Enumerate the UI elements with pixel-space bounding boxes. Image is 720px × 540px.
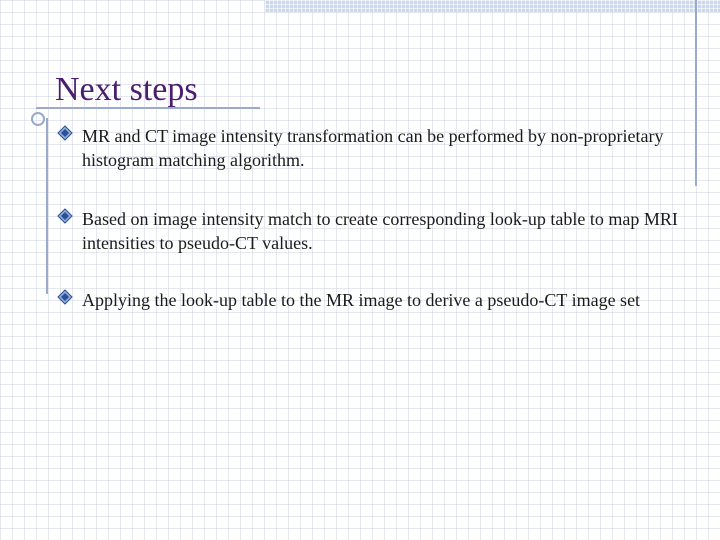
slide-title: Next steps (55, 71, 198, 108)
diamond-bullet-icon (56, 207, 74, 225)
bullet-item (56, 288, 686, 312)
bullet-item (56, 207, 686, 255)
diamond-bullet-icon (56, 288, 74, 306)
bullet-text: Applying the look-up table to the MR image to derive a pseudo-CT image set (82, 290, 641, 310)
decoration-circle (31, 112, 45, 126)
bullet-text: MR and CT image intensity transformation can be performed by non-proprietary histogram matching algorithm. (82, 126, 664, 170)
bullet-text: Based on image intensity match to create corresponding look-up table to map MRI intensities to pseudo-CT values. (82, 209, 678, 253)
right-decoration-rule (695, 0, 697, 186)
bullet-item (56, 124, 686, 172)
diamond-bullet-icon (56, 124, 74, 142)
top-decoration-band (265, 0, 720, 12)
left-decoration-rule (46, 118, 48, 294)
